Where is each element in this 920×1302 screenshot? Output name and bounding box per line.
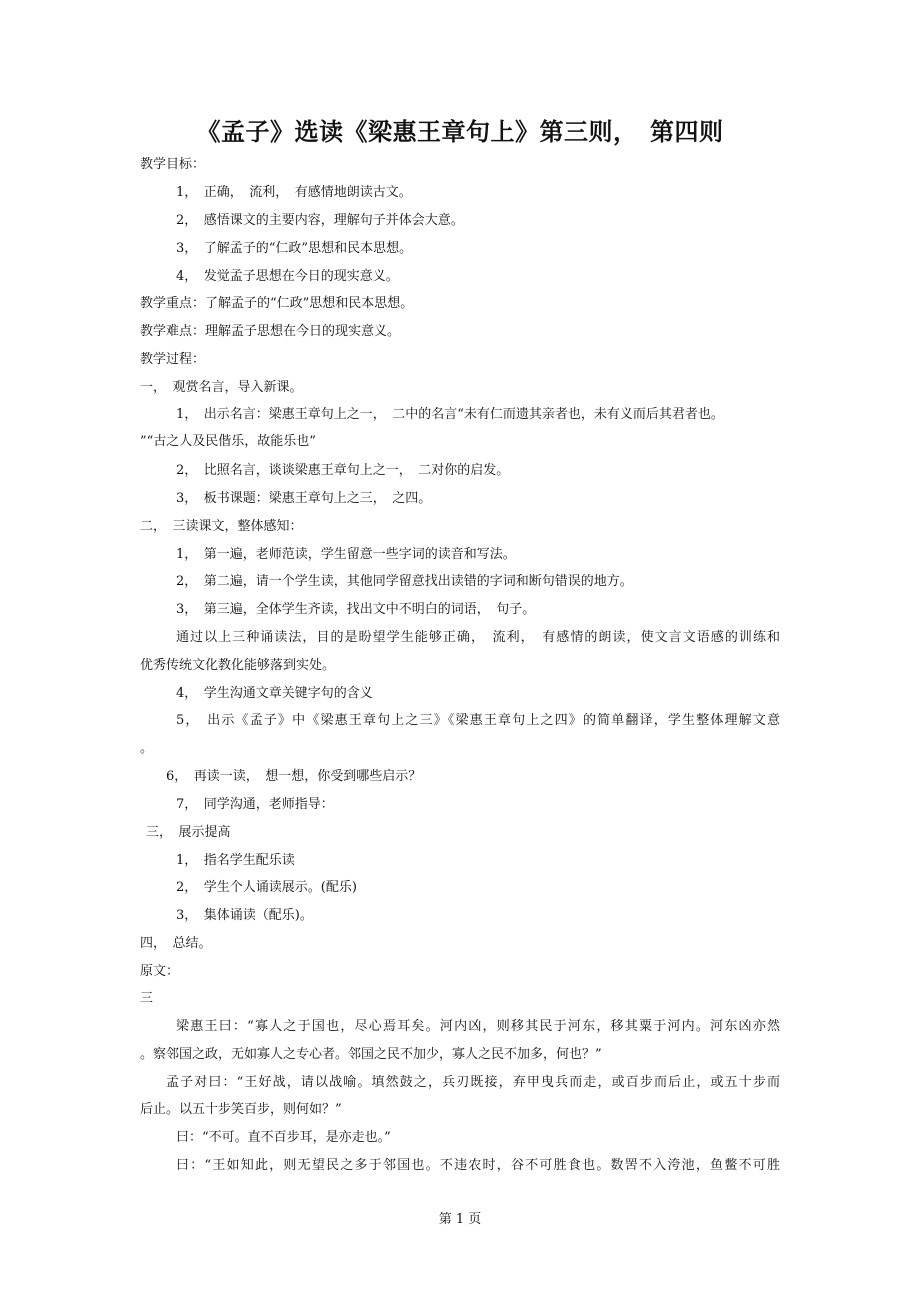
original-text-line: 后止。以五十步笑百步，则何如？” (140, 1102, 342, 1117)
step-item: 3， 第三遍，全体学生齐读，找出文中不明白的词语， 句子。 (176, 602, 536, 617)
paragraph-line: 优秀传统文化教化能够落到实处。 (140, 658, 336, 673)
step-item-continued: ”“古之人及民偕乐，故能乐也” (140, 434, 316, 449)
original-text-line: 曰：“王如知此，则无望民之多于邻国也。不违农时，谷不可胜食也。数罟不入洿池，鱼鳖不可胜 (176, 1158, 780, 1173)
objective-item: 4， 发觉孟子思想在今日的现实意义。 (176, 269, 399, 284)
step-heading: 一， 观赏名言，导入新课。 (140, 380, 303, 395)
section-label-objectives: 教学目标： (140, 157, 206, 172)
original-text-line: 曰：“不可。直不百步耳，是亦走也。” (176, 1130, 391, 1145)
section-label-process: 教学过程： (140, 352, 206, 367)
step-item: 4， 学生沟通文章关键字句的含义 (176, 686, 373, 701)
step-item: 3， 板书课题：梁惠王章句上之三， 之四。 (176, 491, 432, 506)
difficult-point: 教学难点：理解孟子思想在今日的现实意义。 (140, 324, 401, 339)
step-item: 2， 学生个人诵读展示。(配乐) (176, 880, 357, 895)
original-text-line: 梁惠王曰：“寡人之于国也，尽心焉耳矣。河内凶，则移其民于河东，移其粟于河内。河东凶亦然 (176, 1019, 780, 1034)
paragraph-line: 通过以上三种诵读法，目的是盼望学生能够正确， 流利， 有感情的朗读，使文言文语感的训练和 (176, 630, 780, 645)
step-item: 1， 出示名言：梁惠王章句上之一， 二中的名言“未有仁而遗其亲者也，未有义而后其君者也。 (176, 407, 724, 422)
section-label-original: 原文： (140, 964, 180, 979)
step-item: 2， 比照名言，谈谈梁惠王章句上之一， 二对你的启发。 (176, 463, 510, 478)
step-item: 1， 指名学生配乐读 (176, 853, 295, 868)
step-heading: 二， 三读课文，整体感知： (140, 519, 303, 534)
key-point: 教学重点：了解孟子的“仁政”思想和民本思想。 (140, 296, 414, 311)
step-item: 5， 出示《孟子》中《梁惠王章句上之三》《梁惠王章句上之四》的简单翻译，学生整体理解文意 (176, 713, 780, 728)
step-item: 6， 再读一读， 想一想，你受到哪些启示？ (166, 769, 422, 784)
page-number: 第 1 页 (438, 1212, 482, 1227)
original-text-line: 孟子对曰：“王好战，请以战喻。填然鼓之，兵刃既接，弃甲曳兵而走，或百步而后止，或五十步而 (166, 1075, 780, 1090)
step-item: 3， 集体诵读（配乐)。 (176, 908, 313, 923)
step-heading: 三， 展示提高 (146, 825, 231, 840)
document-title: 《孟子》选读《梁惠王章句上》第三则， 第四则 (196, 118, 724, 146)
objective-item: 3， 了解孟子的“仁政”思想和民本思想。 (176, 241, 413, 256)
step-item: 1， 第一遍，老师范读，学生留意一些字词的读音和写法。 (176, 547, 516, 562)
objective-item: 1， 正确， 流利， 有感情地朗读古文。 (176, 185, 412, 200)
step-item: 2， 第二遍，请一个学生读，其他同学留意找出读错的字词和断句错误的地方。 (176, 574, 633, 589)
original-text-line: 。察邻国之政，无如寡人之专心者。邻国之民不加少，寡人之民不加多，何也？” (140, 1047, 602, 1062)
objective-item: 2， 感悟课文的主要内容，理解句子并体会大意。 (176, 213, 464, 228)
step-item: 7， 同学沟通，老师指导： (176, 797, 334, 812)
step-item-continued: 。 (140, 741, 154, 756)
step-heading: 四， 总结。 (140, 936, 212, 951)
original-section-number: 三 (140, 991, 154, 1006)
